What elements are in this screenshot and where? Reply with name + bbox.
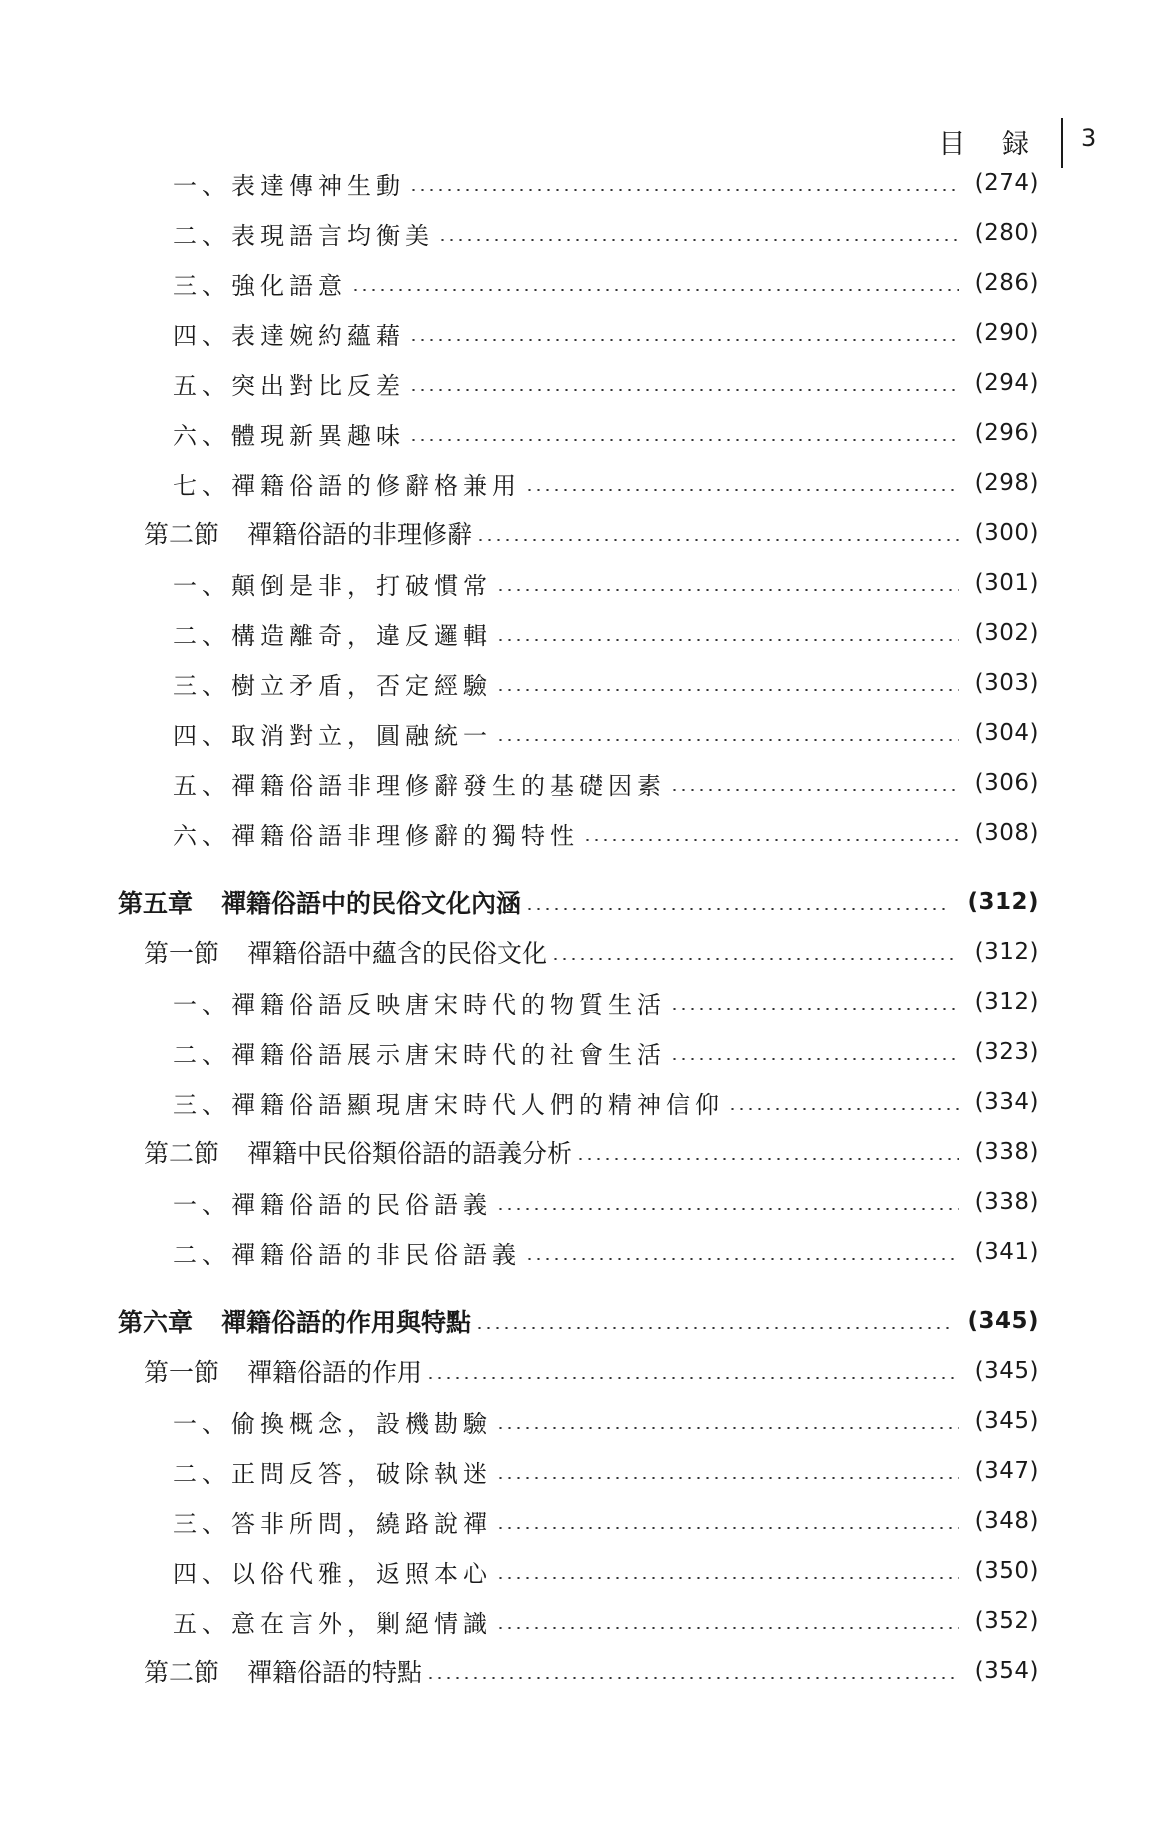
- toc-entry-text: 四、取消對立，圓融統一: [173, 721, 492, 750]
- toc-entry-text: 二、構造離奇，違反邏輯: [173, 621, 492, 650]
- toc-entry-text: 六、體現新異趣味: [173, 421, 405, 450]
- toc-entry: [173, 813, 1039, 853]
- leader-dots: [728, 1108, 959, 1110]
- leader-dots: [496, 639, 959, 641]
- toc-entry-text: 二、禪籍俗語的非民俗語義: [173, 1240, 521, 1269]
- toc-entry-page: (312): [974, 989, 1039, 1015]
- leader-dots: [496, 739, 959, 741]
- toc-entry-text: 一、禪籍俗語反映唐宋時代的物質生活: [173, 990, 666, 1019]
- toc-entry-page: (338): [974, 1139, 1039, 1165]
- toc-entry: [173, 1451, 1039, 1491]
- toc-entry-page: (345): [974, 1408, 1039, 1434]
- toc-entry-text: 二、正問反答，破除執迷: [173, 1459, 492, 1488]
- toc-entry-text: 四、以俗代雅，返照本心: [173, 1559, 492, 1588]
- toc-entry: [173, 1551, 1039, 1591]
- toc-entry: [173, 363, 1039, 403]
- toc-entry: [173, 1501, 1039, 1541]
- toc-entry-text: 一、禪籍俗語的民俗語義: [173, 1190, 492, 1219]
- leader-dots: [583, 839, 959, 841]
- leader-dots: [409, 339, 959, 341]
- toc-entry-text: 禪籍俗語中蘊含的民俗文化: [247, 939, 548, 968]
- toc-entry-page: (352): [974, 1608, 1039, 1634]
- section-number: 第二節: [144, 520, 220, 549]
- toc-section: [144, 1651, 1039, 1691]
- running-head-divider: [1061, 118, 1063, 168]
- leader-dots: [426, 1377, 959, 1379]
- toc-entry: [173, 563, 1039, 603]
- toc-entry: [173, 413, 1039, 453]
- toc-chapter: [118, 1301, 1039, 1341]
- toc-entry-page: (294): [974, 370, 1039, 396]
- toc-entry-page: (274): [974, 170, 1039, 196]
- leader-dots: [496, 589, 959, 591]
- leader-dots: [496, 1627, 959, 1629]
- toc-entry-page: (306): [974, 770, 1039, 796]
- toc-entry-page: (296): [974, 420, 1039, 446]
- toc-entry-page: (303): [974, 670, 1039, 696]
- toc-entry: [173, 463, 1039, 503]
- toc-entry-text: 六、禪籍俗語非理修辭的獨特性: [173, 821, 579, 850]
- toc-entry-page: (312): [974, 939, 1039, 965]
- leader-dots: [670, 789, 959, 791]
- toc-entry-page: (348): [974, 1508, 1039, 1534]
- leader-dots: [525, 1258, 959, 1260]
- leader-dots: [496, 1427, 959, 1429]
- section-number: 第一節: [144, 939, 220, 968]
- leader-dots: [551, 958, 959, 960]
- toc-entry-text: 禪籍俗語的作用: [247, 1358, 423, 1387]
- toc-section: [144, 513, 1039, 553]
- leader-dots: [525, 489, 959, 491]
- leader-dots: [426, 1677, 959, 1679]
- toc-entry-text: 禪籍俗語的特點: [247, 1658, 423, 1687]
- leader-dots: [670, 1058, 959, 1060]
- leader-dots: [496, 1577, 959, 1579]
- toc-entry: [173, 713, 1039, 753]
- toc-entry-page: (312): [967, 889, 1039, 915]
- toc-entry-page: (302): [974, 620, 1039, 646]
- chapter-number: 第五章: [118, 889, 194, 918]
- toc-entry-text: 三、強化語意: [173, 271, 347, 300]
- toc-entry-page: (286): [974, 270, 1039, 296]
- toc-entry: [173, 663, 1039, 703]
- toc-entry-page: (350): [974, 1558, 1039, 1584]
- leader-dots: [475, 1327, 951, 1329]
- toc-entry-text: 七、禪籍俗語的修辭格兼用: [173, 471, 521, 500]
- toc-entry-page: (323): [974, 1039, 1039, 1065]
- toc-entry-text: 禪籍中民俗類俗語的語義分析: [247, 1139, 573, 1168]
- toc-entry-page: (300): [974, 520, 1039, 546]
- toc-entry-text: 三、答非所問，繞路說禪: [173, 1509, 492, 1538]
- toc-chapter: [118, 882, 1039, 922]
- toc-entry-text: 三、禪籍俗語顯現唐宋時代人們的精神信仰: [173, 1090, 724, 1119]
- toc-entry: [173, 213, 1039, 253]
- toc-entry: [173, 163, 1039, 203]
- leader-dots: [409, 189, 959, 191]
- leader-dots: [496, 1477, 959, 1479]
- toc-entry-text: 禪籍俗語的作用與特點: [221, 1308, 472, 1337]
- toc-entry-page: (338): [974, 1189, 1039, 1215]
- toc-entry: [173, 1082, 1039, 1122]
- toc-entry: [173, 1182, 1039, 1222]
- toc-entry-page: (304): [974, 720, 1039, 746]
- leader-dots: [496, 1527, 959, 1529]
- toc-entry-text: 三、樹立矛盾，否定經驗: [173, 671, 492, 700]
- leader-dots: [496, 1208, 959, 1210]
- toc-entry-page: (341): [974, 1239, 1039, 1265]
- leader-dots: [438, 239, 959, 241]
- toc-entry-text: 禪籍俗語的非理修辭: [247, 520, 473, 549]
- toc-entry-text: 五、突出對比反差: [173, 371, 405, 400]
- toc-entry-text: 一、顛倒是非，打破慣常: [173, 571, 492, 600]
- toc-entry-page: (345): [974, 1358, 1039, 1384]
- toc-entry-text: 一、偷換概念，設機勘驗: [173, 1409, 492, 1438]
- toc-entry-text: 一、表達傳神生動: [173, 171, 405, 200]
- toc-entry: [173, 1032, 1039, 1072]
- leader-dots: [409, 389, 959, 391]
- section-number: 第二節: [144, 1139, 220, 1168]
- leader-dots: [670, 1008, 959, 1010]
- leader-dots: [496, 689, 959, 691]
- running-head-title: 目 録: [938, 129, 1043, 160]
- toc-entry: [173, 982, 1039, 1022]
- toc-entry: [173, 263, 1039, 303]
- leader-dots: [351, 289, 959, 291]
- chapter-number: 第六章: [118, 1308, 194, 1337]
- toc-section: [144, 1132, 1039, 1172]
- toc-section: [144, 932, 1039, 972]
- toc-entry-page: (347): [974, 1458, 1039, 1484]
- toc-entry-page: (298): [974, 470, 1039, 496]
- leader-dots: [576, 1158, 959, 1160]
- leader-dots: [525, 908, 951, 910]
- toc-entry-page: (290): [974, 320, 1039, 346]
- toc-entry-page: (308): [974, 820, 1039, 846]
- toc-entry: [173, 613, 1039, 653]
- toc-entry-page: (354): [974, 1658, 1039, 1684]
- toc-entry-page: (345): [967, 1308, 1039, 1334]
- toc-entry: [173, 1232, 1039, 1272]
- toc-entry: [173, 1601, 1039, 1641]
- toc-entry-text: 二、表現語言均衡美: [173, 221, 434, 250]
- toc-entry-page: (334): [974, 1089, 1039, 1115]
- toc-entry-text: 二、禪籍俗語展示唐宋時代的社會生活: [173, 1040, 666, 1069]
- section-number: 第二節: [144, 1658, 220, 1687]
- toc-entry: [173, 763, 1039, 803]
- toc-entry: [173, 313, 1039, 353]
- toc-entry-page: (280): [974, 220, 1039, 246]
- page-number: 3: [1081, 124, 1097, 152]
- toc-entry-page: (301): [974, 570, 1039, 596]
- leader-dots: [409, 439, 959, 441]
- running-head: [0, 118, 1168, 168]
- toc-entry-text: 四、表達婉約蘊藉: [173, 321, 405, 350]
- leader-dots: [476, 539, 959, 541]
- toc-entry-text: 五、禪籍俗語非理修辭發生的基礎因素: [173, 771, 666, 800]
- toc-entry-text: 禪籍俗語中的民俗文化內涵: [221, 889, 522, 918]
- section-number: 第一節: [144, 1358, 220, 1387]
- toc-entry: [173, 1401, 1039, 1441]
- toc-section: [144, 1351, 1039, 1391]
- toc-entry-text: 五、意在言外，剿絕情識: [173, 1609, 492, 1638]
